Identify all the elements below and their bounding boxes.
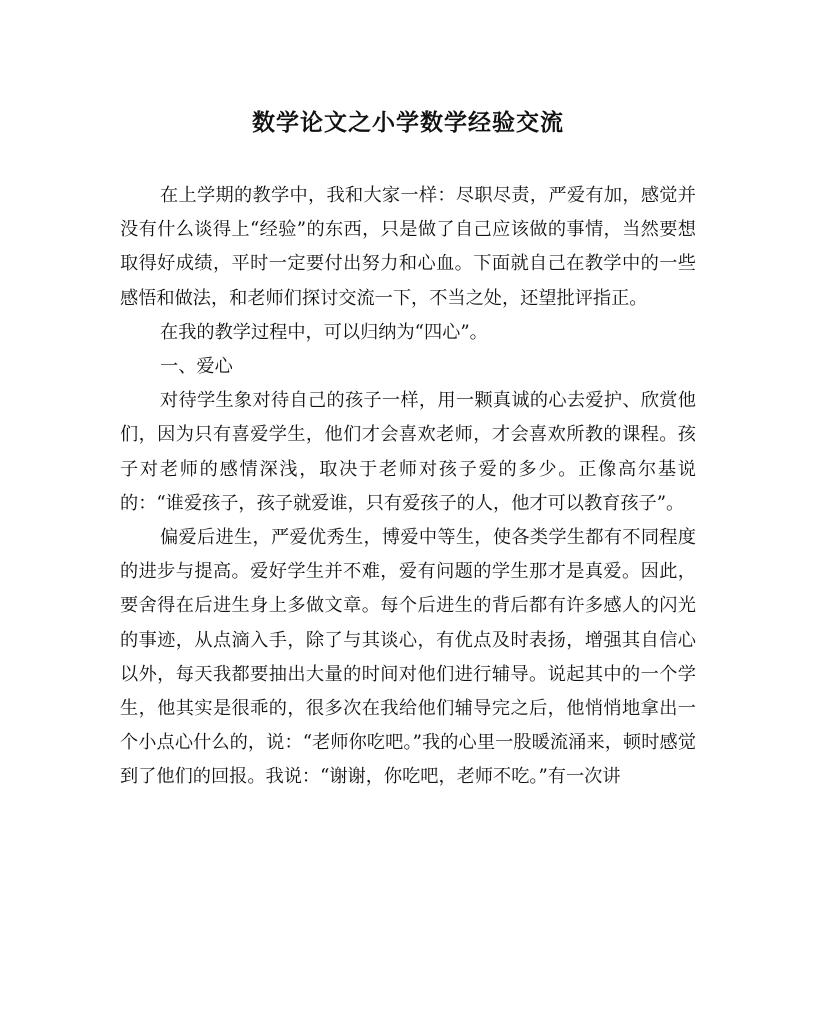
paragraph-summary: 在我的教学过程中，可以归纳为“四心”。 xyxy=(160,321,488,343)
document-title: 数学论文之小学数学经验交流 xyxy=(252,110,564,136)
paragraph-love-1: 对待学生象对待自己的孩子一样，用一颗真诚的心去爱护、欣赏他们，因为只有喜爱学生，他们才会喜欢老师，才会喜欢所教的课程。孩子对老师的感情深浅，取决于老师对孩子爱的多少。正像高尔基说的：“谁爱孩子，孩子就爱谁，只有爱孩子的人，他才可以教育孩子”。 xyxy=(120,390,696,514)
document-body xyxy=(120,179,696,795)
section-heading-love: 一、爱心 xyxy=(160,356,233,378)
paragraph-love-2: 偏爱后进生，严爱优秀生，博爱中等生，使各类学生都有不同程度的进步与提高。爱好学生并不难，爱有问题的学生那才是真爱。因此，要舍得在后进生身上多做文章。每个后进生的背后都有许多感人的闪光的事迹，从点滴入手，除了与其谈心，有优点及时表扬，增强其自信心以外，每天我都要抽出大量的时间对他们进行辅导。说起其中的一个学生，他其实是很乖的，很多次在我给他们辅导完之后，他悄悄地拿出一个小点心什么的，说：“老师你吃吧。”我的心里一股暖流涌来，顿时感觉到了他们的回报。我说：“谢谢，你吃吧，老师不吃。”有一次讲 xyxy=(120,527,696,788)
paragraph-intro: 在上学期的教学中，我和大家一样：尽职尽责，严爱有加，感觉并没有什么谈得上“经验”的东西，只是做了自己应该做的事情，当然要想取得好成绩，平时一定要付出努力和心血。下面就自己在教学中的一些感悟和做法，和老师们探讨交流一下，不当之处，还望批评指正。 xyxy=(120,185,696,309)
